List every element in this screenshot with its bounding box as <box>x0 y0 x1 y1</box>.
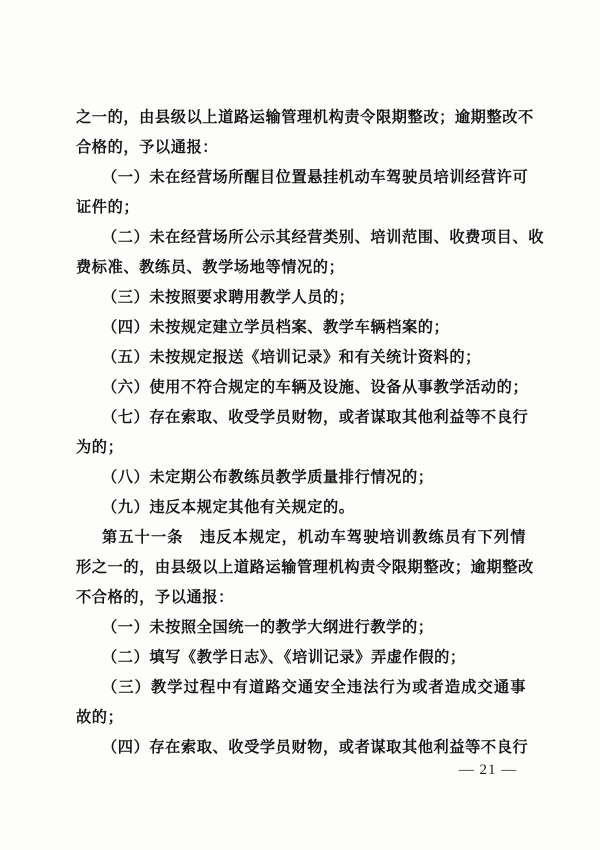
text-line: 不合格的，予以通报： <box>76 588 234 606</box>
article-line <box>76 522 526 552</box>
text-line: 费标准、教练员、教学场地等情况的； <box>76 258 345 276</box>
text-line: 故的； <box>76 708 124 726</box>
article-text: 违反本规定，机动车驾驶培训教练员有下列情 <box>183 528 526 546</box>
text-line: 之一的，由县级以上道路运输管理机构责令限期整改；逾期整改不 <box>76 108 534 126</box>
text-line: （四）未按规定建立学员档案、教学车辆档案的； <box>102 318 450 336</box>
document-body <box>76 102 545 762</box>
text-line: 合格的，予以通报： <box>76 138 219 156</box>
text-line: （三）未按照要求聘用教学人员的； <box>102 288 355 306</box>
text-line: （四）存在索取、收受学员财物，或者谋取其他利益等不良行 <box>102 738 529 756</box>
text-line: （二）填写《教学日志》、《培训记录》弄虚作假的； <box>102 648 466 666</box>
text-line: （三）教学过程中有道路交通安全违法行为或者造成交通事 <box>102 678 526 696</box>
article-heading: 第五十一条 <box>102 528 184 546</box>
text-line: （七）存在索取、收受学员财物，或者谋取其他利益等不良行 <box>102 408 529 426</box>
text-line: （六）使用不符合规定的车辆及设施、设备从事教学活动的； <box>102 378 529 396</box>
text-line: 形之一的，由县级以上道路运输管理机构责令限期整改；逾期整改 <box>76 558 534 576</box>
text-line: （八）未定期公布教练员教学质量排行情况的； <box>102 468 434 486</box>
text-line: （一）未在经营场所醒目位置悬挂机动车驾驶员培训经营许可 <box>102 168 529 186</box>
page-number: — 21 — <box>458 762 518 778</box>
text-line: （九）违反本规定其他有关规定的。 <box>102 498 355 516</box>
text-line: （二）未在经营场所公示其经营类别、培训范围、收费项目、收 <box>102 228 545 246</box>
text-line: （一）未按照全国统一的教学大纲进行教学的； <box>102 618 434 636</box>
text-line: （五）未按规定报送《培训记录》和有关统计资料的； <box>102 348 481 366</box>
text-line: 为的； <box>76 438 124 456</box>
text-line: 证件的； <box>76 198 140 216</box>
